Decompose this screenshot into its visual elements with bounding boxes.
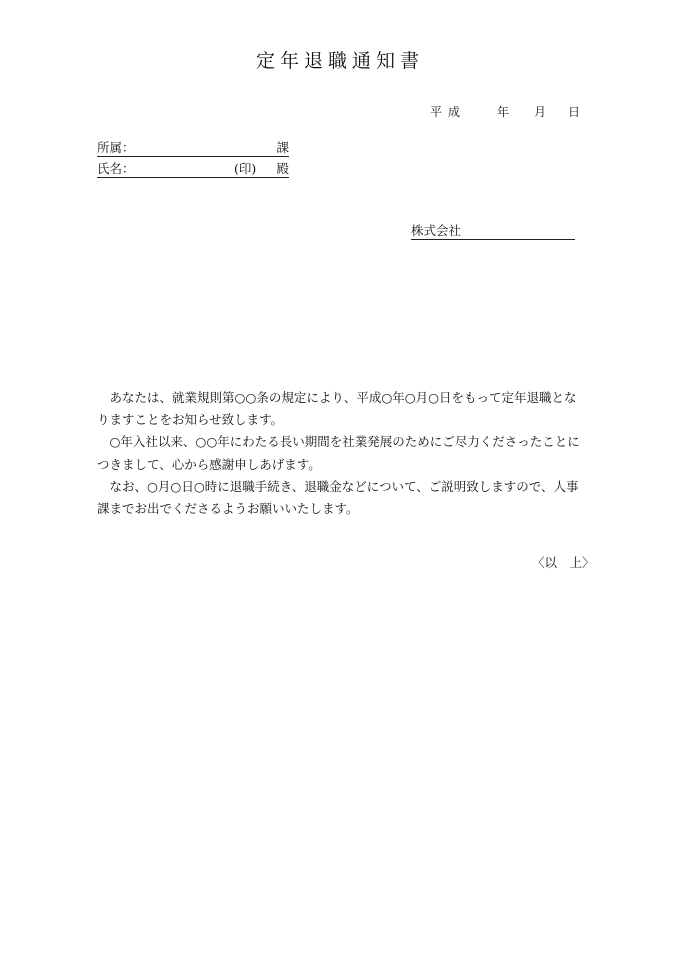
name-honorific: 殿 <box>276 161 289 176</box>
name-label: 氏名： <box>97 161 135 176</box>
date-month-label: 月 <box>534 105 547 119</box>
notice-paragraph: あなたは、就業規則第○○条の規定により、平成○年○月○日をもって定年退職となりますことをお知らせ致します。 <box>97 390 577 428</box>
closing-mark: 〈以 上〉 <box>532 555 595 570</box>
affiliation-field <box>97 140 289 157</box>
affiliation-suffix: 課 <box>276 140 289 155</box>
seal-mark: (印) <box>234 161 257 176</box>
name-underline <box>97 177 289 178</box>
notice-paragraph: なお、○月○日○時に退職手続き、退職金などについて、ご説明致しますので、人事課までお出でくださるようお願いいたします。 <box>97 478 579 517</box>
company-name-field <box>411 223 575 240</box>
date-era: 平成 <box>430 105 467 119</box>
company-label: 株式会社 <box>411 223 462 238</box>
notice-body <box>97 387 589 520</box>
affiliation-underline <box>97 156 289 157</box>
notice-paragraph: ○年入社以来、○○年にわたる長い期間を社業発展のためにご尽力くださったことにつきまして、心から感謝申しあげます。 <box>97 434 580 472</box>
affiliation-label: 所属： <box>97 140 135 155</box>
date-day-label: 日 <box>568 105 581 119</box>
name-field <box>97 161 289 178</box>
document-title: 定年退職通知書 <box>255 50 424 72</box>
date-year-label: 年 <box>497 105 510 119</box>
